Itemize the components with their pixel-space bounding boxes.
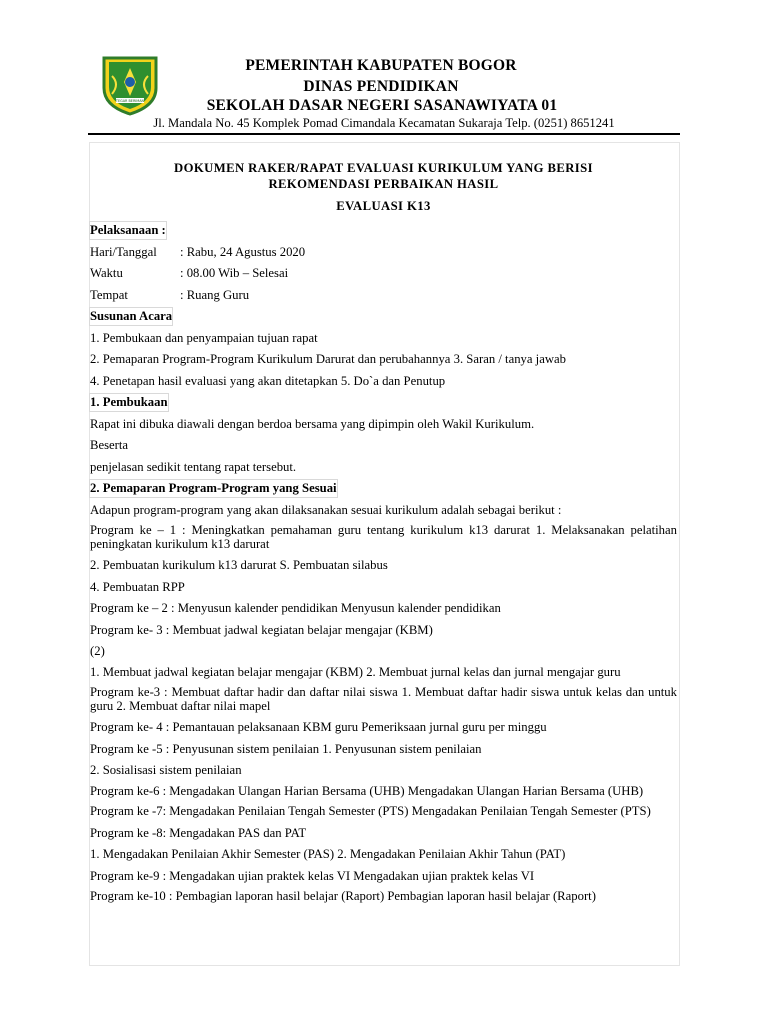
document-subtitle: EVALUASI K13 — [336, 199, 431, 213]
field-hari-tanggal — [90, 245, 677, 260]
svg-text:TEGAR BERIMAN: TEGAR BERIMAN — [115, 99, 145, 103]
paragraph: Rapat ini dibuka diawali dengan berdoa bersama yang dipimpin oleh Wakil Kurikulum. — [90, 416, 535, 431]
program-item: 2. Pembuatan kurikulum k13 darurat S. Pembuatan silabus — [90, 558, 388, 572]
field-label: Waktu — [90, 266, 123, 280]
program-item: 1. Membuat jadwal kegiatan belajar mengajar (KBM) 2. Membuat jurnal kelas dan jurnal mengajar guru — [90, 664, 621, 679]
program-item: Program ke- 3 : Membuat jadwal kegiatan belajar mengajar (KBM) — [90, 622, 433, 637]
field-value: : Ruang Guru — [180, 287, 250, 302]
school-name: SEKOLAH DASAR NEGERI SASANAWIYATA 01 — [206, 97, 558, 114]
pemaparan-heading: 2. Pemaparan Program-Program yang Sesuai — [90, 481, 337, 495]
field-value: : 08.00 Wib – Selesai — [180, 266, 289, 280]
letterhead-divider — [88, 133, 680, 135]
program-item: Program ke -8: Mengadakan PAS dan PAT — [90, 825, 307, 840]
agenda-item: 1. Pembukaan dan penyampaian tujuan rapat — [90, 330, 318, 345]
paragraph: Adapun program-program yang akan dilaksanakan sesuai kurikulum adalah sebagai berikut : — [90, 502, 562, 517]
program-item: 2. Sosialisasi sistem penilaian — [90, 763, 242, 777]
org-name-line-2: DINAS PENDIDIKAN — [303, 78, 459, 95]
document-title-line-1: DOKUMEN RAKER/RAPAT EVALUASI KURIKULUM YANG BERISI — [174, 161, 593, 175]
document-title-line-2: REKOMENDASI PERBAIKAN HASIL — [268, 177, 499, 191]
document-body — [90, 160, 677, 911]
agenda-item: 2. Pemaparan Program-Program Kurikulum Darurat dan perubahannya 3. Saran / tanya jawab — [90, 352, 566, 366]
pelaksanaan-heading: Pelaksanaan : — [90, 223, 166, 237]
paragraph: penjelasan sedikit tentang rapat tersebut. — [90, 459, 297, 474]
school-address: Jl. Mandala No. 45 Komplek Pomad Cimandala Kecamatan Sukaraja Telp. (0251) 8651241 — [153, 116, 615, 130]
field-label: Hari/Tanggal — [90, 244, 157, 259]
field-label: Tempat — [90, 287, 128, 302]
susunan-acara-heading: Susunan Acara — [90, 309, 173, 323]
program-item: Program ke-9 : Mengadakan ujian praktek kelas VI Mengadakan ujian praktek kelas VI — [90, 868, 535, 883]
program-item: 4. Pembuatan RPP — [90, 579, 185, 594]
program-item: Program ke- 4 : Pemantauan pelaksanaan KBM guru Pemeriksaan jurnal guru per minggu — [90, 720, 547, 734]
letterhead — [0, 0, 768, 140]
program-item: (2) — [90, 644, 105, 658]
program-item: 1. Mengadakan Penilaian Akhir Semester (PAS) 2. Mengadakan Penilaian Akhir Tahun (PAT) — [90, 847, 566, 861]
field-tempat — [90, 288, 677, 303]
field-waktu — [90, 266, 677, 281]
program-item: Program ke -7: Mengadakan Penilaian Tengah Semester (PTS) Mengadakan Penilaian Tengah Semester (PTS) — [90, 804, 651, 818]
org-name-line-1: PEMERINTAH KABUPATEN BOGOR — [245, 57, 517, 74]
field-value: : Rabu, 24 Agustus 2020 — [180, 244, 306, 259]
program-item: Program ke-3 : Membuat daftar hadir dan daftar nilai siswa 1. Membuat daftar hadir siswa untuk kelas dan untuk guru 2. Membuat daftar nilai mapel — [90, 685, 677, 713]
agenda-item: 4. Penetapan hasil evaluasi yang akan ditetapkan 5. Do`a dan Penutup — [90, 373, 446, 388]
program-item: Program ke-6 : Mengadakan Ulangan Harian Bersama (UHB) Mengadakan Ulangan Harian Bersama (UHB) — [90, 783, 644, 798]
pembukaan-heading: 1. Pembukaan — [90, 395, 168, 409]
program-item: Program ke-10 : Pembagian laporan hasil belajar (Raport) Pembagian laporan hasil belajar (Raport) — [90, 889, 596, 903]
paragraph: Beserta — [90, 438, 129, 452]
program-item: Program ke – 2 : Menyusun kalender pendidikan Menyusun kalender pendidikan — [90, 601, 501, 615]
program-item: Program ke – 1 : Meningkatkan pemahaman guru tentang kurikulum k13 darurat 1. Melaksanakan pelatihan peningkatan kurikulum k13 darurat — [90, 523, 677, 551]
program-item: Program ke -5 : Penyusunan sistem penilaian 1. Penyusunan sistem penilaian — [90, 741, 482, 756]
